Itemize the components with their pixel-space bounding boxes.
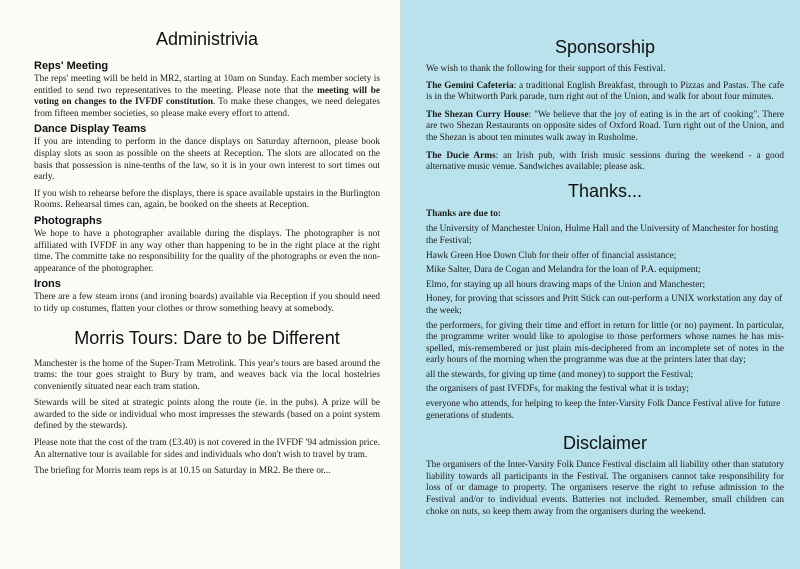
sponsorship-title: Sponsorship <box>554 37 656 57</box>
sponsor-gemini: The Gemini Cafeteria: a traditional English Breakfast, through to Pizzas and Pastas. The cafe is in the Whitworth Park parade, turn right out of the Union, and walk for about four minutes. <box>426 80 784 103</box>
photographs-text: We hope to have a photographer available during the displays. The photographer is not affiliated with IVFDF in any way other than happening to be in the right place at the right time. The committe take no responsibility for the quality of the photographs or even the non-appearance of the photographer. <box>34 228 380 274</box>
thanks-list <box>426 224 784 422</box>
thanks-label: Thanks are due to: <box>426 208 501 219</box>
disclaimer-text: The organisers of the Inter-Varsity Folk Dance Festival disclaim all liability other than statutory liability towards all participants in the Festival. The organisers cannot take responsibility for loss of or damage to property. The organisers reserve the right to refuse admission to the Festival and/or to individual events. Batteries not included. Remember, small children can choke on nuts, so keep them away from the organisers during the weekend. <box>426 460 784 517</box>
thanks-item: the University of Manchester Union, Hulme Hall and the University of Manchester for hosting the Festival; <box>426 224 779 246</box>
reps-meeting-text: The reps' meeting will be held in MR2, starting at 10am on Sunday. Each member society is entitled to send two representatives to the meeting. Please note that the meeting will be voting on changes to the IVFDF constitution. To make these changes, we need delegates from fifteen member societies, so please make every effort to attend. <box>34 74 380 119</box>
thanks-item: the organisers of past IVFDFs, for making the festival what it is today; <box>426 384 689 395</box>
morris-text-4: The briefing for Morris team reps is at 10.15 on Saturday in MR2. Be there or... <box>34 466 331 477</box>
morris-tours-title: Morris Tours: Dare to be Different <box>74 327 340 348</box>
reps-meeting-bold: meeting will be voting on changes to the IVFDF constitution <box>34 85 380 108</box>
right-page <box>402 0 800 569</box>
thanks-item: Honey, for proving that scissors and Pritt Stick can out-perform a UNIX workstation any day of the week; <box>426 294 783 316</box>
thanks-item: everyone who attends, for helping to keep the Inter-Varsity Folk Dance Festival alive for future generations of students. <box>426 399 781 421</box>
thanks-item: Elmo, for staying up all hours drawing maps of the Union and Manchester; <box>426 279 706 290</box>
thanks-item: all the stewards, for giving up time (and money) to support the Festival; <box>426 369 694 380</box>
administrivia-title: Administrivia <box>155 29 259 49</box>
thanks-item: Hawk Green Hoe Down Club for their offer of financial assistance; <box>426 250 677 261</box>
disclaimer-title: Disclaimer <box>562 433 647 454</box>
photographs-heading: Photographs <box>34 214 102 227</box>
irons-text: There are a few steam irons (and ironing boards) available via Reception if you should need to tidy up costumes, flatten your clothes or throw something heavy at somebody. <box>34 292 380 314</box>
sponsor-shezan: The Shezan Curry House: "We believe that the joy of eating is in the art of cooking". There are two Shezan Restaurants on opposite sides of Oxford Road. Turn right out of the Union, and the Shezan is about ten minutes walk away in Rusholme. <box>426 109 784 143</box>
sponsor-ducie: The Ducie Arms: an Irish pub, with Irish music sessions during the weekend - a good alternative music venue. Sandwiches available; please ask. <box>426 150 785 173</box>
dance-display-text-1: If you are intending to perform in the dance displays on Saturday afternoon, please book display slots as soon as possible on the sheets at Reception. The slots are allocated on the basis that possession is nine-tenths of the law, so it is in your own interest to sort times out early. <box>34 137 380 183</box>
morris-text-2: Stewards will be sited at strategic points along the route (ie. in the pubs). A prize will be awarded to the side or individual who most impresses the stewards (based on a point system defined by the stewards). <box>34 398 380 432</box>
thanks-item: the performers, for giving their time and effort in return for little (or no) payment. In particular, the programme writer would like to apologise to those performers whose names he has mis-spelled, mis-remembered or just plain mis-deciphered from an incomplete set of notes in the early hours of the morning when the programme was due at the printers later that day; <box>426 320 784 366</box>
irons-heading: Irons <box>34 278 61 291</box>
morris-text-1: Manchester is the home of the Super-Tram Metrolink. This year's tours are based around the trams: the tour goes straight to Bury by tram, and weaves back via the local hostelries conveniently situated near each tram station. <box>34 358 380 392</box>
thanks-title: Thanks... <box>567 180 643 201</box>
thanks-item: Mike Salter, Dara de Cogan and Melandra for the loan of P.A. equipment; <box>426 265 701 276</box>
sponsorship-intro: We wish to thank the following for their support of this Festival. <box>426 64 666 74</box>
reps-meeting-heading: Reps' Meeting <box>34 60 109 72</box>
dance-display-text-2: If you wish to rehearse before the displays, there is space available upstairs in the Burlington Rooms. Rehearsal times can, again, be booked on the sheets at Reception. <box>34 188 380 211</box>
morris-text-3: Please note that the cost of the tram (£3.40) is not covered in the IVFDF '94 admission price. An alternative tour is available for sides and individuals who don't wish to travel by tram. <box>34 438 380 460</box>
dance-display-heading: Dance Display Teams <box>34 123 147 136</box>
